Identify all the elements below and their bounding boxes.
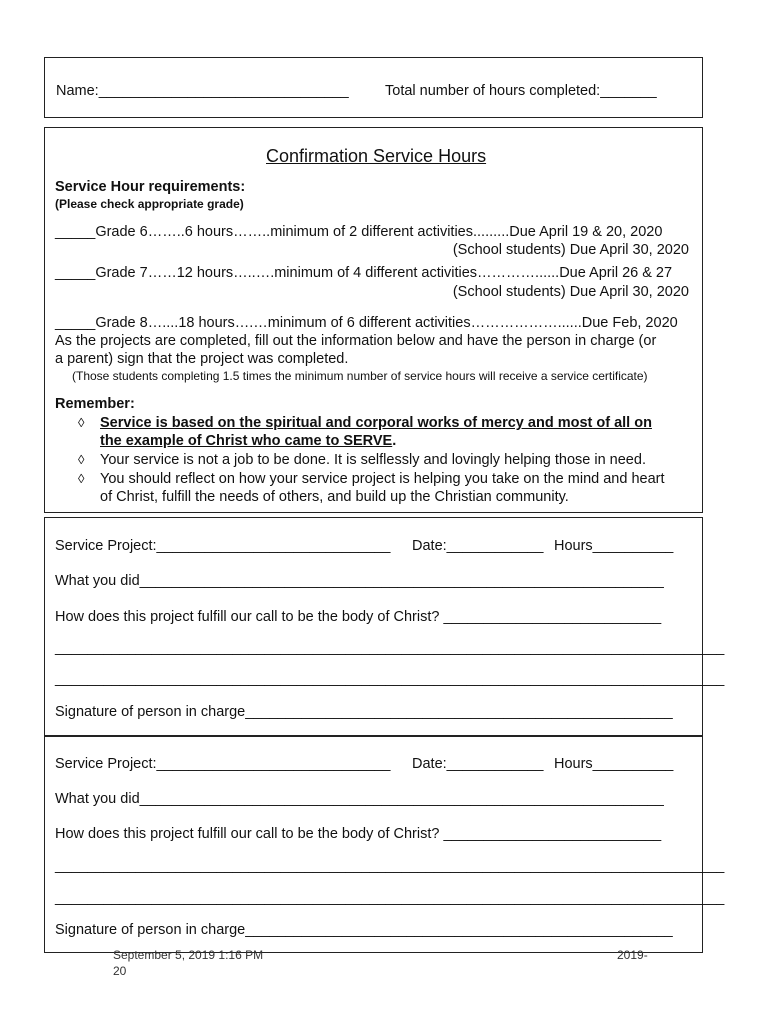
grade7-school-due: (School students) Due April 30, 2020	[452, 284, 689, 300]
date-field[interactable]: Date:____________	[412, 538, 544, 554]
grade6-line[interactable]: _____Grade 6……..6 hours……..minimum of 2 different activities.........Due April 19 & 20, 2020	[55, 224, 663, 240]
answer-line[interactable]: ___________________________________________________________________________________	[55, 890, 725, 906]
bullet-diamond-icon: ◊	[78, 471, 85, 486]
what-you-did-field[interactable]: What you did_________________________________________________________________	[55, 791, 664, 807]
instructions-line2: a parent) sign that the project was completed.	[55, 351, 349, 367]
remember-heading: Remember:	[55, 396, 135, 412]
bullet-diamond-icon: ◊	[78, 415, 85, 430]
answer-line[interactable]: ___________________________________________________________________________________	[55, 671, 725, 687]
bullet3-line1: You should reflect on how your service project is helping you take on the mind and heart	[100, 471, 665, 487]
bullet3-line2: of Christ, fulfill the needs of others, and build up the Christian community.	[100, 489, 569, 505]
grade8-line[interactable]: _____Grade 8…....18 hours….…minimum of 6 different activities………………......Due Feb, 2020	[55, 315, 678, 331]
footer-date: September 5, 2019 1:16 PM	[113, 948, 264, 962]
bullet2-text: Your service is not a job to be done. It is selflessly and lovingly helping those in need.	[100, 452, 646, 468]
requirements-subheading: (Please check appropriate grade)	[55, 197, 244, 211]
signature-field[interactable]: Signature of person in charge_____________________________________________________	[55, 704, 673, 720]
answer-line[interactable]: ___________________________________________________________________________________	[55, 858, 725, 874]
service-project-field[interactable]: Service Project:_____________________________	[55, 756, 391, 772]
bullet1-line2: the example of Christ who came to SERVE	[100, 433, 393, 449]
grade7-line[interactable]: _____Grade 7……12 hours…..….minimum of 4 different activities…………......Due April 26 & 27	[55, 265, 673, 281]
how-fulfill-field[interactable]: How does this project fulfill our call to be the body of Christ? ___________________________	[55, 826, 662, 842]
name-field[interactable]: Name:_______________________________	[56, 83, 349, 99]
bullet1-line2-wrap	[100, 433, 396, 449]
how-fulfill-field[interactable]: How does this project fulfill our call to be the body of Christ? ___________________________	[55, 609, 662, 625]
footer-year-cont: 20	[113, 964, 127, 978]
requirements-heading: Service Hour requirements:	[55, 179, 246, 195]
what-you-did-field[interactable]: What you did_________________________________________________________________	[55, 573, 664, 589]
bullet1-line1: Service is based on the spiritual and corporal works of mercy and most of all on	[100, 415, 652, 431]
bullet-diamond-icon: ◊	[78, 452, 85, 467]
instructions-line1: As the projects are completed, fill out the information below and have the person in charge (or	[55, 333, 657, 349]
hours-field[interactable]: Hours__________	[554, 756, 674, 772]
total-hours-field[interactable]: Total number of hours completed:_______	[385, 83, 657, 99]
footer-year: 2019-	[617, 948, 648, 962]
date-field[interactable]: Date:____________	[412, 756, 544, 772]
grade6-school-due: (School students) Due April 30, 2020	[452, 242, 689, 258]
page-title: Confirmation Service Hours	[266, 146, 487, 166]
signature-field[interactable]: Signature of person in charge_____________________________________________________	[55, 922, 673, 938]
answer-line[interactable]: ___________________________________________________________________________________	[55, 640, 725, 656]
certificate-note: (Those students completing 1.5 times the minimum number of service hours will receive a service certificate)	[72, 369, 648, 383]
bullet1-period: .	[392, 433, 397, 449]
service-project-field[interactable]: Service Project:_____________________________	[55, 538, 391, 554]
hours-field[interactable]: Hours__________	[554, 538, 674, 554]
